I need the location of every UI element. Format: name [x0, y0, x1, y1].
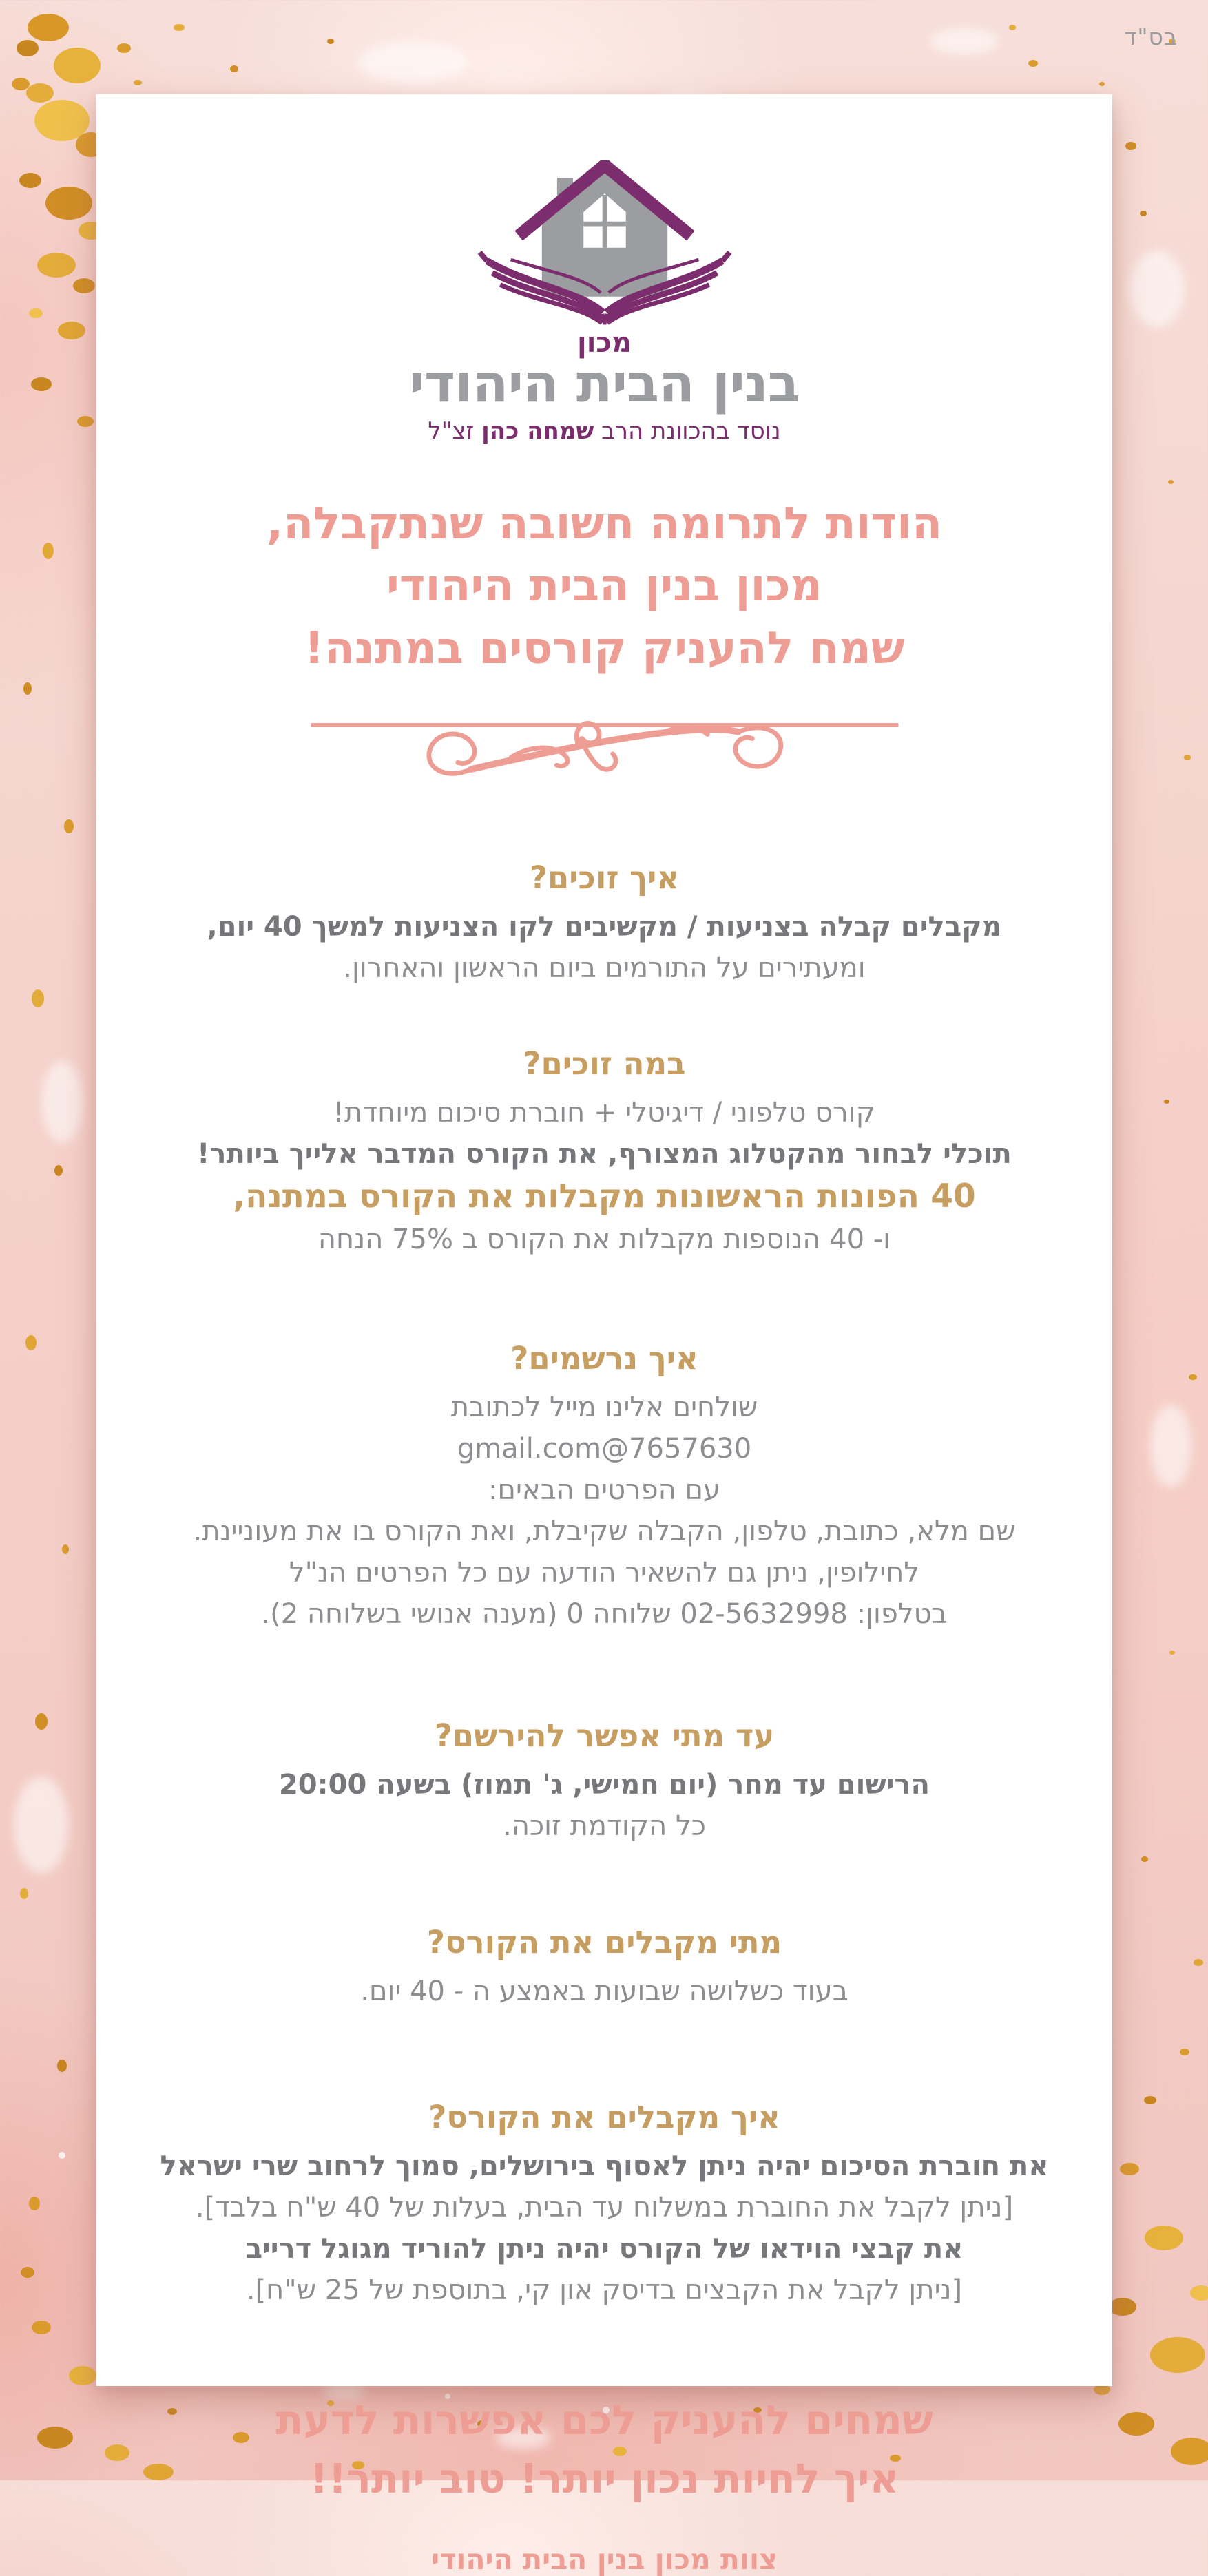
- section-line: כל הקודמת זוכה.: [503, 1810, 706, 1842]
- section-registration-deadline: [96, 1717, 1112, 1847]
- section-line: את קבצי הוידאו של הקורס יהיה ניתן להוריד מגוגל דרייב: [245, 2232, 964, 2265]
- logo-tagline-suffix: זצ"ל: [428, 417, 482, 445]
- section-line: מקבלים קבלה בצניעות / מקשיבים לקו הצניעות למשך 40 יום,: [207, 911, 1002, 943]
- closing-line-1: שמחים להעניק לכם אפשרות לדעת: [275, 2396, 933, 2444]
- closing-line-2: איך לחיות נכון יותר! טוב יותר!!: [309, 2455, 899, 2503]
- section-line: בעוד כשלושה שבועות באמצע ה - 40 יום.: [360, 1975, 848, 2007]
- section-heading: איך נרשמים?: [510, 1339, 698, 1376]
- section-how-to-register: [96, 1340, 1112, 1635]
- flourish-divider-icon: [302, 705, 908, 792]
- bsd-label: בס"ד: [1124, 23, 1178, 50]
- section-heading: עד מתי אפשר להירשם?: [434, 1717, 775, 1754]
- flyer-card: [96, 94, 1112, 2576]
- section-line: קורס טלפוני / דיגיטלי + חוברת סיכום מיוחדת!: [333, 1097, 875, 1129]
- logo-word-above: מכון: [576, 327, 632, 359]
- section-heading: איך מקבלים את הקורס?: [428, 2098, 780, 2135]
- section-line: ו- 40 הנוספות מקבלות את הקורס ב 75% הנחה: [317, 1223, 891, 1255]
- title-line-1: הודות לתרומה חשובה שנתקבלה,: [266, 498, 943, 549]
- section-heading: איך זוכים?: [529, 859, 680, 897]
- section-how-course-received: [96, 2099, 1112, 2311]
- logo-tagline-prefix: נוסד בהכוונת הרב: [594, 417, 781, 445]
- section-when-course-received: [96, 1924, 1112, 2012]
- section-how-to-win: [96, 859, 1112, 989]
- title-line-2: מכון בנין הבית היהודי: [386, 561, 822, 612]
- signature-team: צוות מכון בנין הבית היהודי: [431, 2542, 778, 2576]
- phone-number-line: בטלפון: 02-5632998 שלוחה 0 (מענה אנושי בשלוחה 2).: [261, 1598, 948, 1630]
- section-line: [ניתן לקבל את החוברת במשלוח עד הבית, בעלות של 40 ש"ח בלבד].: [195, 2191, 1014, 2223]
- section-line: הרישום עד מחר (יום חמישי, ג' תמוז) בשעה 20:00: [278, 1768, 930, 1801]
- section-line: לחילופין, ניתן גם להשאיר הודעה עם כל הפרטים הנ"ל: [289, 1556, 920, 1589]
- section-line: ומעתירים על התורמים ביום הראשון והאחרון.: [343, 952, 866, 985]
- section-line-highlight: 40 הפונות הראשונות מקבלות את הקורס במתנה,: [233, 1177, 976, 1216]
- section-line: שם מלא, כתובת, טלפון, הקבלה שקיבלת, ואת הקורס בו את מעוניינת.: [193, 1515, 1016, 1547]
- section-line: [ניתן לקבל את הקבצים בדיסק און קי, בתוספת של 25 ש"ח].: [246, 2274, 963, 2306]
- main-title: [96, 493, 1112, 681]
- logo-name: בנין הבית היהודי: [409, 353, 800, 415]
- email-address: 7657630@gmail.com: [457, 1432, 752, 1465]
- logo-tagline: [96, 417, 1112, 445]
- section-line: עם הפרטים הבאים:: [488, 1474, 721, 1506]
- section-what-you-win: [96, 1045, 1112, 1259]
- logo-tagline-rabbi-name: שמחה כהן: [481, 417, 594, 445]
- section-heading: מתי מקבלים את הקורס?: [426, 1923, 782, 1960]
- section-line: שולחים אלינו מייל לכתובת: [450, 1391, 758, 1423]
- section-line: את חוברת הסיכום יהיה ניתן לאסוף בירושלים, סמוך לרחוב שרי ישראל: [160, 2150, 1049, 2182]
- section-heading: במה זוכים?: [523, 1045, 686, 1082]
- closing-message: [96, 2391, 1112, 2509]
- section-line: תוכלי לבחור מהקטלוג המצורף, את הקורס המדבר אלייך ביותר!: [197, 1138, 1012, 1171]
- title-line-3: שמח להעניק קורסים במתנה!: [304, 623, 905, 675]
- house-book-logo-icon: [477, 160, 733, 326]
